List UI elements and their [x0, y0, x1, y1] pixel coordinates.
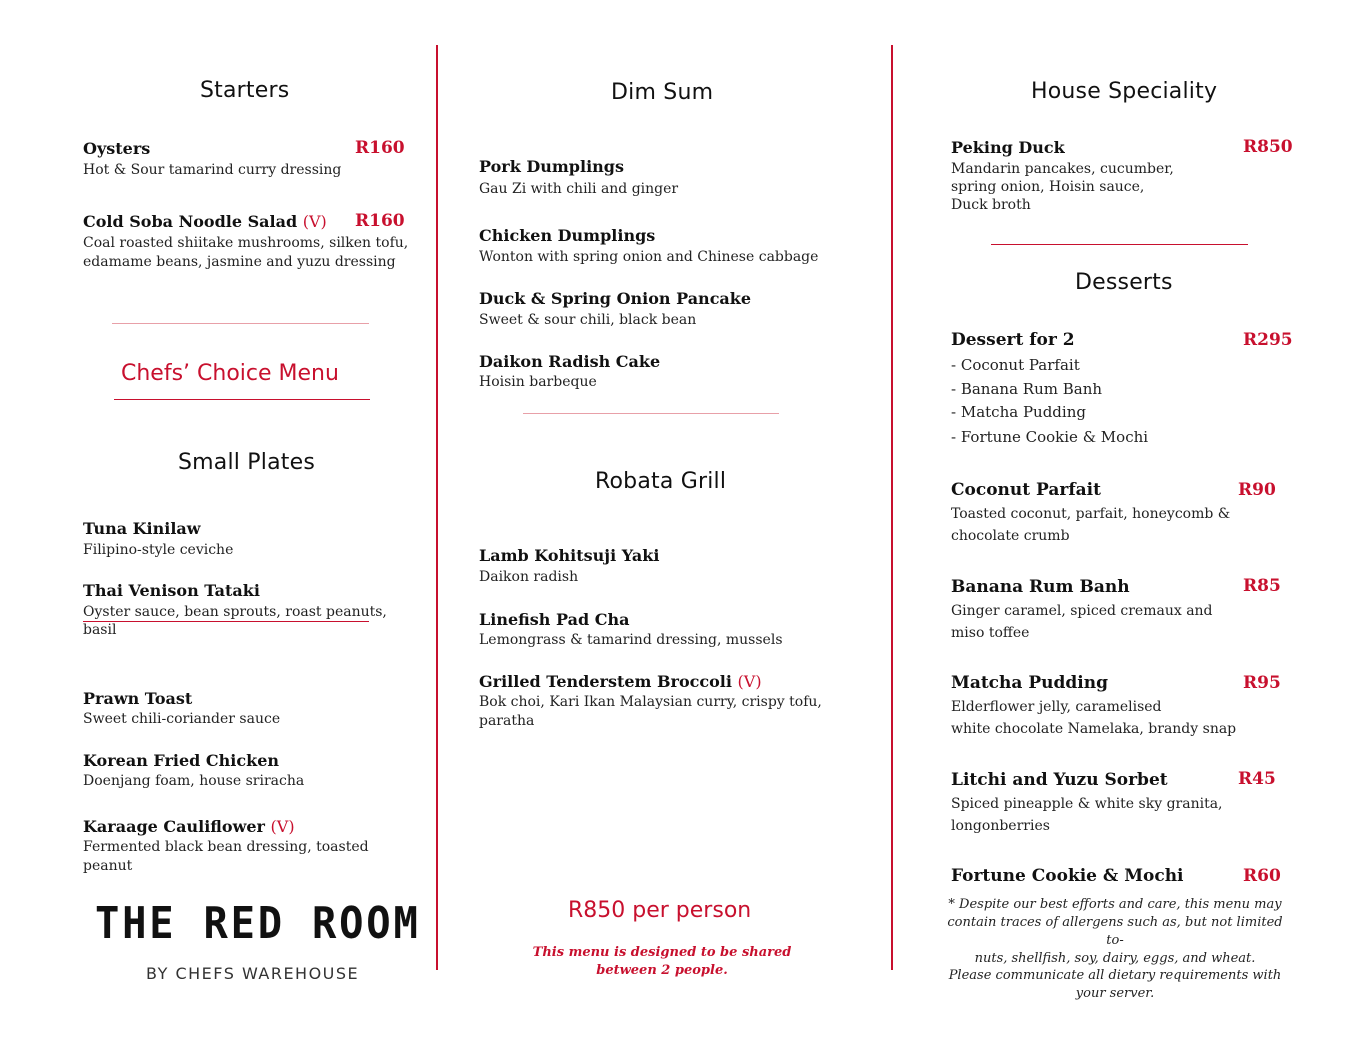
- share-note-line: This menu is designed to be shared: [532, 945, 792, 960]
- menu-item-name: Dessert for 2: [951, 330, 1075, 350]
- desserts-heading: Desserts: [1075, 270, 1173, 295]
- menu-item-desc: longonberries: [951, 818, 1050, 834]
- menu-item-name: Daikon Radish Cake: [479, 352, 661, 371]
- menu-item-desc: Spiced pineapple & white sky granita,: [951, 796, 1223, 812]
- menu-item-desc: chocolate crumb: [951, 528, 1070, 544]
- allergen-note-line: nuts, shellfish, soy, dairy, eggs, and wheat.: [974, 951, 1256, 966]
- vegetarian-badge: (V): [737, 672, 762, 691]
- menu-item-name: Duck & Spring Onion Pancake: [479, 289, 752, 308]
- menu-item-name: Peking Duck: [951, 138, 1065, 157]
- menu-item-price: R295: [1243, 330, 1293, 350]
- section-divider: [523, 413, 779, 414]
- dietary-note-line: Please communicate all dietary requirements with: [948, 968, 1282, 983]
- menu-item-desc: Ginger caramel, spiced cremaux and: [951, 603, 1213, 619]
- dimsum-heading: Dim Sum: [611, 80, 714, 105]
- menu-item-name: Pork Dumplings: [479, 157, 624, 176]
- menu-item-desc: Hot & Sour tamarind curry dressing: [83, 162, 342, 178]
- dessert-list-item: - Matcha Pudding: [951, 403, 1086, 421]
- allergen-note-line: * Despite our best efforts and care, this menu may: [948, 897, 1282, 912]
- menu-item-desc: Daikon radish: [479, 569, 579, 585]
- menu-item-desc: paratha: [479, 713, 535, 729]
- menu-item-desc: Toasted coconut, parfait, honeycomb &: [951, 506, 1231, 522]
- menu-item-name: [83, 212, 327, 231]
- house-speciality-heading: House Speciality: [1031, 79, 1218, 104]
- dessert-list-item: - Coconut Parfait: [951, 356, 1080, 374]
- menu-item-price: R850: [1243, 137, 1293, 157]
- menu-item-price: R160: [355, 211, 405, 231]
- vegetarian-badge: (V): [270, 817, 295, 836]
- menu-item-desc: basil: [83, 622, 117, 638]
- menu-item-price: R160: [355, 138, 405, 158]
- menu-item-name: [479, 672, 762, 691]
- starters-heading: Starters: [200, 78, 290, 103]
- dessert-list-item: - Banana Rum Banh: [951, 380, 1103, 398]
- menu-item-desc: edamame beans, jasmine and yuzu dressing: [83, 254, 396, 270]
- menu-item-name: Prawn Toast: [83, 689, 193, 708]
- menu-item-name: Linefish Pad Cha: [479, 610, 630, 629]
- column-divider-left: [436, 45, 438, 970]
- menu-item-desc: Wonton with spring onion and Chinese cabbage: [479, 249, 819, 265]
- allergen-note: [940, 896, 1290, 968]
- menu-item-name: Oysters: [83, 139, 151, 158]
- menu-item-price: R85: [1243, 576, 1281, 596]
- dessert-list-item: - Fortune Cookie & Mochi: [951, 428, 1149, 446]
- section-divider: [112, 323, 369, 324]
- menu-item-name: Fortune Cookie & Mochi: [951, 866, 1184, 886]
- menu-item-price: R90: [1238, 480, 1276, 500]
- menu-item-price: R45: [1238, 769, 1276, 789]
- menu-item-price: R60: [1243, 866, 1281, 886]
- menu-item-desc: Lemongrass & tamarind dressing, mussels: [479, 632, 783, 648]
- menu-item-desc: Mandarin pancakes, cucumber,: [951, 161, 1174, 177]
- menu-item-name: Coconut Parfait: [951, 480, 1101, 500]
- dietary-note-line: your server.: [1075, 986, 1155, 1001]
- menu-item-desc: Elderflower jelly, caramelised: [951, 699, 1162, 715]
- menu-item-desc: Filipino-style ceviche: [83, 542, 234, 558]
- menu-item-desc: miso toffee: [951, 625, 1030, 641]
- menu-item-desc: peanut: [83, 858, 133, 874]
- menu-item-name: Lamb Kohitsuji Yaki: [479, 546, 660, 565]
- menu-item-desc: Doenjang foam, house sriracha: [83, 773, 305, 789]
- menu-item-name: Banana Rum Banh: [951, 577, 1130, 597]
- menu-item-name: Chicken Dumplings: [479, 226, 656, 245]
- dietary-note: [940, 967, 1290, 1003]
- menu-item-desc: Hoisin barbeque: [479, 374, 597, 390]
- small-plates-heading: Small Plates: [178, 450, 315, 475]
- menu-item-name-text: Grilled Tenderstem Broccoli: [479, 672, 732, 691]
- text-underline: [83, 621, 369, 622]
- column-divider-right: [891, 45, 893, 970]
- menu-item-name-text: Cold Soba Noodle Salad: [83, 212, 298, 231]
- chefs-choice-heading: Chefs’ Choice Menu: [121, 361, 339, 386]
- menu-item-desc: Sweet chili-coriander sauce: [83, 711, 281, 727]
- menu-item-name: Thai Venison Tataki: [83, 581, 260, 600]
- chefs-choice-underline: [114, 399, 370, 400]
- menu-item-desc: white chocolate Namelaka, brandy snap: [951, 721, 1237, 737]
- menu-item-name: Litchi and Yuzu Sorbet: [951, 770, 1168, 790]
- menu-item-name: Matcha Pudding: [951, 673, 1108, 693]
- menu-item-name-text: Karaage Cauliflower: [83, 817, 265, 836]
- menu-item-price: R95: [1243, 673, 1281, 693]
- vegetarian-badge: (V): [302, 212, 327, 231]
- robata-heading: Robata Grill: [595, 469, 727, 494]
- share-note-line: between 2 people.: [596, 963, 728, 978]
- menu-item-desc: Oyster sauce, bean sprouts, roast peanuts,: [83, 604, 387, 620]
- menu-item-name: [83, 817, 295, 836]
- menu-item-desc: Fermented black bean dressing, toasted: [83, 839, 369, 855]
- allergen-note-line: contain traces of allergens such as, but not limited to-: [947, 915, 1283, 948]
- menu-item-desc: Coal roasted shiitake mushrooms, silken tofu,: [83, 235, 409, 251]
- restaurant-logo-subtitle: BY CHEFS WAREHOUSE: [146, 964, 360, 983]
- menu-item-desc: spring onion, Hoisin sauce,: [951, 179, 1145, 195]
- menu-item-name: Korean Fried Chicken: [83, 751, 280, 770]
- share-note: [520, 944, 804, 980]
- price-per-person: R850 per person: [568, 898, 752, 923]
- menu-item-desc: Gau Zi with chili and ginger: [479, 181, 679, 197]
- restaurant-logo: THE RED ROOM: [95, 898, 421, 949]
- section-divider: [991, 244, 1248, 245]
- menu-item-desc: Bok choi, Kari Ikan Malaysian curry, crispy tofu,: [479, 694, 822, 710]
- menu-item-desc: Duck broth: [951, 197, 1031, 213]
- menu-item-desc: Sweet & sour chili, black bean: [479, 312, 697, 328]
- menu-item-name: Tuna Kinilaw: [83, 519, 201, 538]
